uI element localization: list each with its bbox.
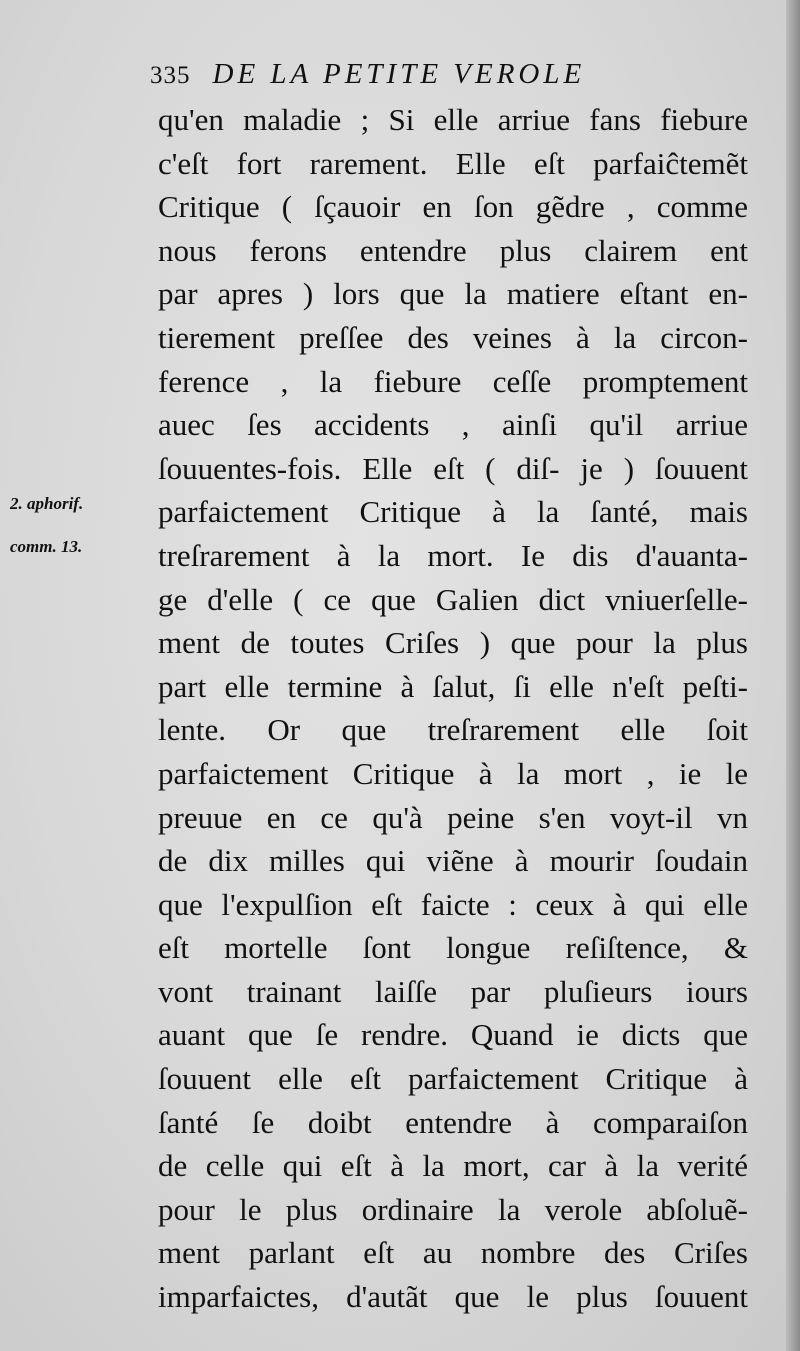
text-line: de dix milles qui viẽne à mourir ſoudain (158, 843, 748, 879)
text-line: ment de toutes Criſes ) que pour la plus (158, 625, 748, 661)
margin-note-line: 2. aphorif. (10, 494, 84, 513)
text-line: imparfaictes, d'autãt que le plus ſouuent (158, 1279, 748, 1315)
text-line: de celle qui eſt à la mort, car à la verité (158, 1148, 748, 1184)
page-edge-shadow (786, 0, 800, 1351)
text-line: auant que ſe rendre. Quand ie dicts que (158, 1017, 748, 1053)
text-line: qu'en maladie ; Si elle arriue fans fiebure (158, 102, 748, 137)
text-line: ſouuent elle eſt parfaictement Critique à (158, 1061, 748, 1097)
text-line: Critique ( ſçauoir en ſon gẽdre , comme (158, 189, 748, 225)
text-line: nous ferons entendre plus clairem ent (158, 232, 748, 268)
running-title: DE LA PETITE VEROLE (212, 58, 586, 90)
text-line: ſanté ſe doibt entendre à comparaiſon (158, 1104, 748, 1140)
text-line: lente. Or que treſrarement elle ſoit (158, 712, 748, 748)
text-line: parfaictement Critique à la ſanté, mais (158, 494, 748, 530)
text-line: preuue en ce qu'à peine s'en voyt-il vn (158, 799, 748, 835)
text-line: ge d'elle ( ce que Galien dict vniuerſelle- (158, 581, 748, 617)
text-line: tierement preſſee des veines à la circon- (158, 319, 748, 355)
text-line: eſt mortelle ſont longue reſiſtence, & (158, 930, 748, 966)
text-line: par apres ) lors que la matiere eſtant en- (158, 276, 748, 312)
margin-note (10, 482, 158, 568)
margin-note-line: comm. 13. (10, 537, 83, 556)
text-line: ference , la fiebure ceſſe promptement (158, 363, 748, 399)
text-line: pour le plus ordinaire la verole abſoluẽ- (158, 1191, 748, 1227)
text-line: treſrarement à la mort. Ie dis d'auanta- (158, 537, 748, 573)
text-line: auec ſes accidents , ainſi qu'il arriue (158, 407, 748, 443)
text-line: que l'expulſion eſt faicte : ceux à qui elle (158, 886, 748, 922)
text-line: vont trainant laiſſe par pluſieurs iours (158, 973, 748, 1009)
running-header (150, 58, 585, 98)
page-number: 335 (150, 62, 191, 89)
text-line: ment parlant eſt au nombre des Criſes (158, 1235, 748, 1271)
body-text (158, 98, 748, 1319)
text-line: ſouuentes-fois. Elle eſt ( diſ- je ) ſouuent (158, 450, 748, 486)
text-line: part elle termine à ſalut, ſi elle n'eſt peſti- (158, 668, 748, 704)
text-line: parfaictement Critique à la mort , ie le (158, 755, 748, 791)
text-line: c'eſt fort rarement. Elle eſt parfaiĉtemẽt (158, 145, 748, 181)
